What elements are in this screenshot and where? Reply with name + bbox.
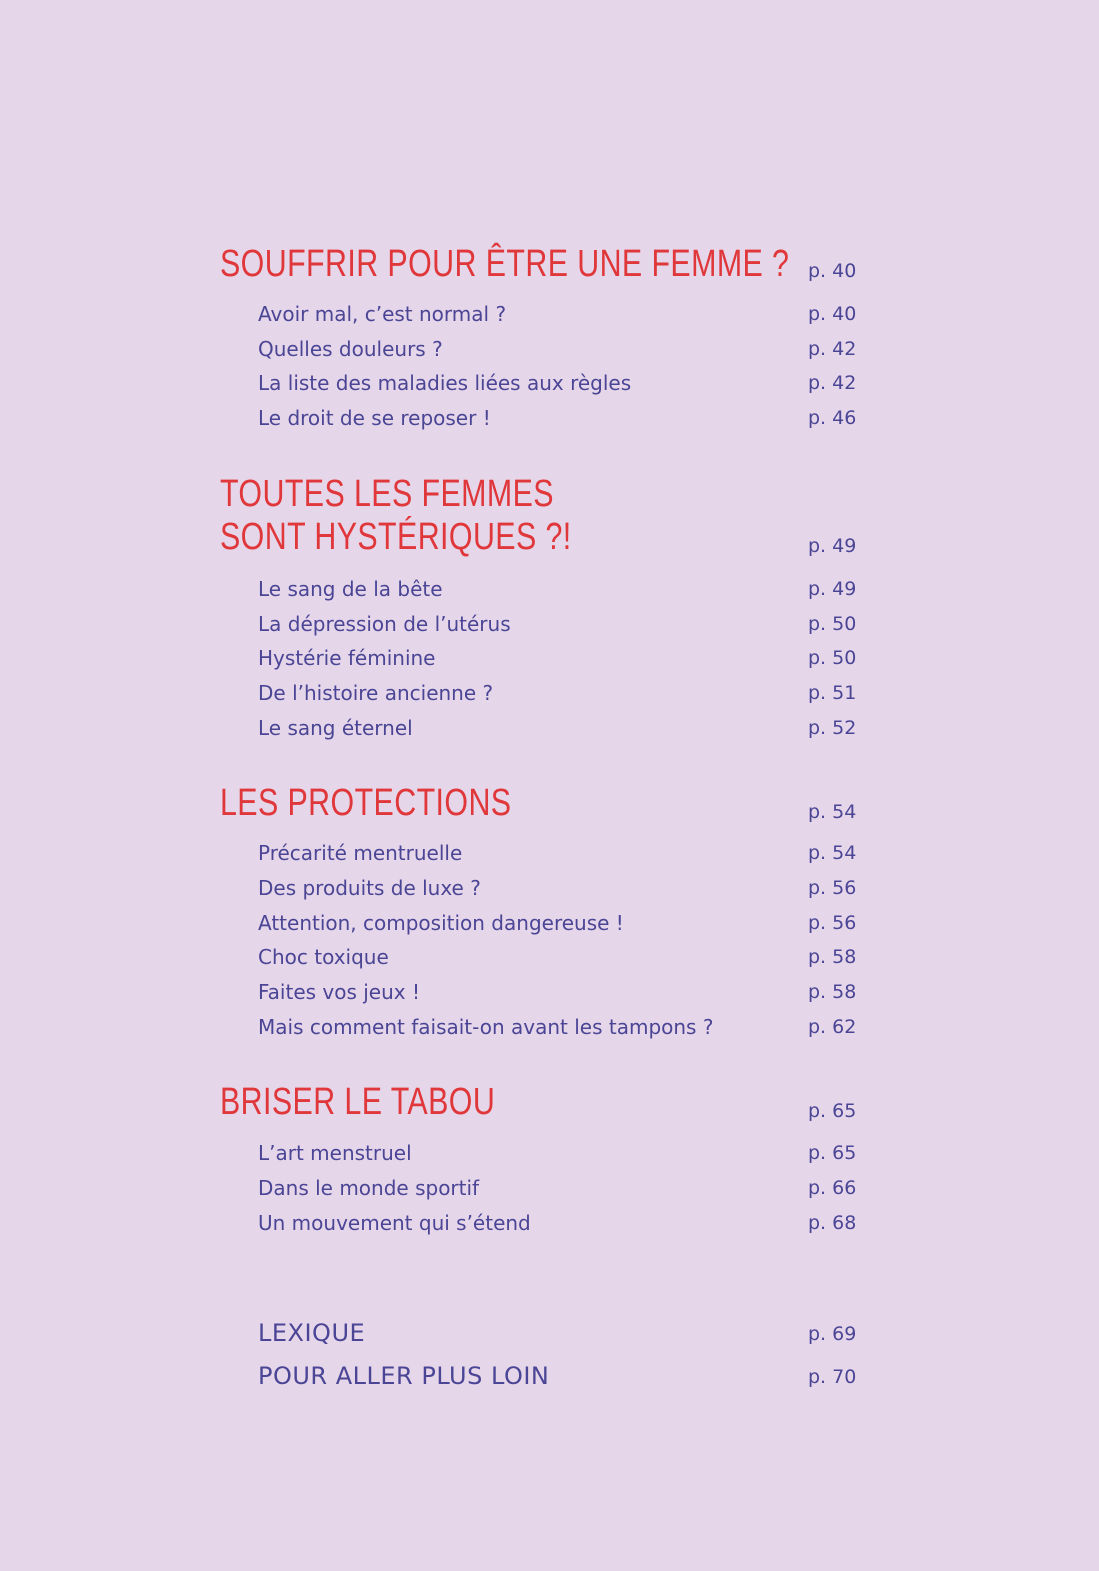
toc-item: Faites vos jeux ! [258, 980, 421, 1004]
toc-item-page: p. 51 [808, 682, 857, 704]
section-page-hysteriques: p. 49 [808, 535, 857, 557]
toc-item-page: p. 56 [808, 877, 857, 899]
toc-item: Hystérie féminine [258, 646, 436, 670]
toc-item-page: p. 52 [808, 717, 857, 739]
toc-item: De l’histoire ancienne ? [258, 681, 494, 705]
toc-item-page: p. 68 [808, 1212, 857, 1234]
toc-item: Des produits de luxe ? [258, 876, 481, 900]
toc-item-page: p. 66 [808, 1177, 857, 1199]
toc-item-page: p. 40 [808, 303, 857, 325]
section-page-protections: p. 54 [808, 801, 857, 823]
section-heading-protections: LES PROTECTIONS [220, 782, 512, 824]
toc-item: Attention, composition dangereuse ! [258, 911, 624, 935]
end-matter-plus-loin-page: p. 70 [808, 1366, 857, 1388]
end-matter-plus-loin: POUR ALLER PLUS LOIN [258, 1362, 550, 1390]
toc-item-page: p. 50 [808, 613, 857, 635]
toc-item: Mais comment faisait-on avant les tampons ? [258, 1015, 714, 1039]
section-page-tabou: p. 65 [808, 1100, 857, 1122]
toc-item-page: p. 42 [808, 338, 857, 360]
toc-item: Le droit de se reposer ! [258, 406, 491, 430]
section-heading-tabou: BRISER LE TABOU [220, 1081, 496, 1123]
toc-item: Dans le monde sportif [258, 1176, 480, 1200]
toc-item: La dépression de l’utérus [258, 612, 511, 636]
section-heading-hysteriques-line2: SONT HYSTÉRIQUES ?! [220, 516, 572, 558]
toc-item-page: p. 50 [808, 647, 857, 669]
section-heading-souffrir: SOUFFRIR POUR ÊTRE UNE FEMME ? [220, 243, 790, 285]
toc-item: Quelles douleurs ? [258, 337, 443, 361]
section-page-souffrir: p. 40 [808, 260, 857, 282]
toc-item-page: p. 58 [808, 981, 857, 1003]
toc-item: Avoir mal, c’est normal ? [258, 302, 507, 326]
toc-item: La liste des maladies liées aux règles [258, 371, 632, 395]
toc-item-page: p. 42 [808, 372, 857, 394]
toc-item: Le sang de la bête [258, 577, 443, 601]
end-matter-lexique: LEXIQUE [258, 1319, 366, 1347]
end-matter-lexique-page: p. 69 [808, 1323, 857, 1345]
toc-item-page: p. 62 [808, 1016, 857, 1038]
toc-item-page: p. 56 [808, 912, 857, 934]
toc-item: Un mouvement qui s’étend [258, 1211, 531, 1235]
toc-item-page: p. 58 [808, 946, 857, 968]
toc-item: Le sang éternel [258, 716, 413, 740]
toc-item-page: p. 49 [808, 578, 857, 600]
section-heading-hysteriques-line1: TOUTES LES FEMMES [220, 473, 554, 515]
toc-item: Choc toxique [258, 945, 389, 969]
toc-item: Précarité mentruelle [258, 841, 463, 865]
toc-item-page: p. 46 [808, 407, 857, 429]
toc-item: L’art menstruel [258, 1141, 412, 1165]
toc-item-page: p. 65 [808, 1142, 857, 1164]
toc-item-page: p. 54 [808, 842, 857, 864]
